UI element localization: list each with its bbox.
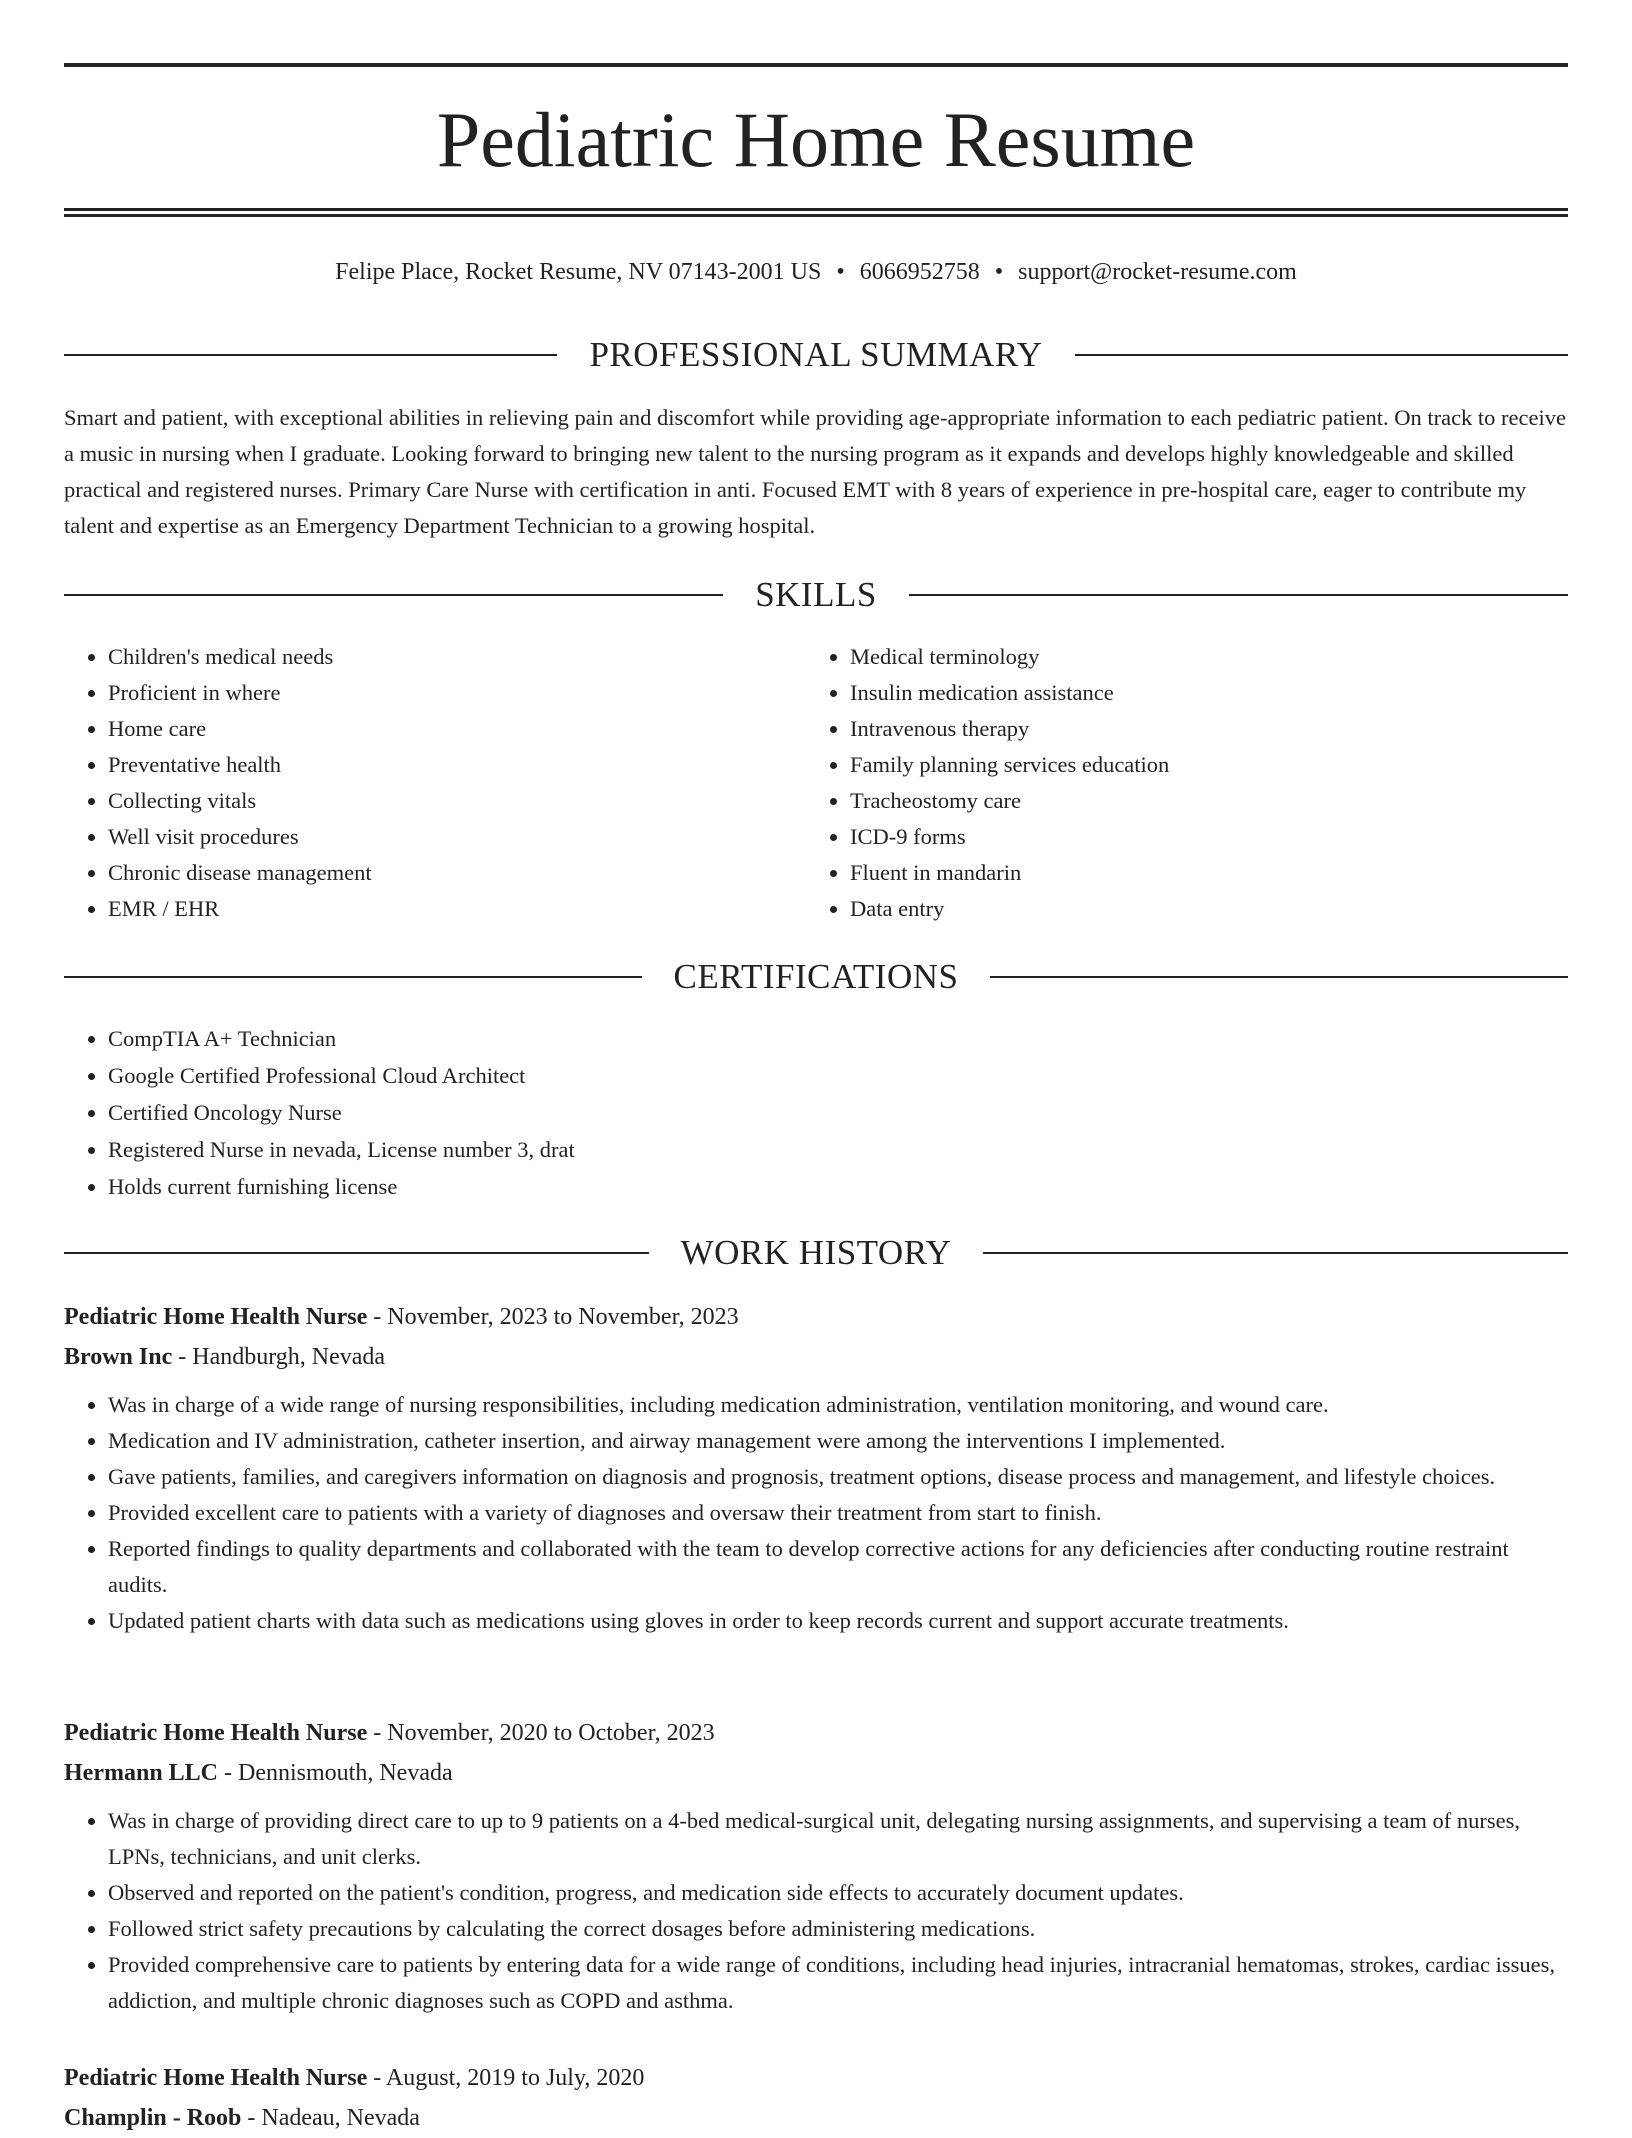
heading-rule-right — [983, 1252, 1568, 1254]
resume-name: Pediatric Home Resume — [436, 96, 1196, 183]
job-title: Pediatric Home Health Nurse — [64, 1304, 368, 1330]
skills-column-right — [806, 639, 1548, 927]
job-bullet: • Followed strict safety precautions by calculating the correct dosages before administering medications. — [108, 1911, 1568, 1947]
certifications-heading — [64, 955, 1568, 999]
skill-item: • Medical terminology — [850, 639, 1548, 675]
job-company: Champlin - Roob — [64, 2105, 242, 2131]
skill-item: • Intravenous therapy — [850, 711, 1548, 747]
certifications-list — [64, 1021, 1568, 1206]
heading-rule-left — [64, 594, 723, 596]
contact-separator: • — [994, 259, 1004, 285]
job-title: Pediatric Home Health Nurse — [64, 1720, 368, 1746]
skill-item: • Chronic disease management — [108, 855, 806, 891]
job-bullet: • Was in charge of a wide range of nursing responsibilities, including medication administration, ventilation monitoring, and wound care. — [108, 1387, 1568, 1423]
job-bullets — [64, 1803, 1568, 2019]
job-location: - Dennismouth, Nevada — [218, 1760, 453, 1786]
skill-item: • Insulin medication assistance — [850, 675, 1548, 711]
contact-address: Felipe Place, Rocket Resume, NV 07143-2001 US — [335, 259, 822, 285]
skill-item: • Children's medical needs — [108, 639, 806, 675]
skill-item: • Family planning services education — [850, 747, 1548, 783]
certification-item: • CompTIA A+ Technician — [108, 1021, 1568, 1057]
job-bullet: • Provided excellent care to patients with a variety of diagnoses and oversaw their treatment from start to finish. — [108, 1495, 1568, 1531]
job-entry — [64, 1297, 1568, 1639]
job-dates: - November, 2023 to November, 2023 — [367, 1304, 739, 1330]
certification-item: • Holds current furnishing license — [108, 1169, 1568, 1205]
contact-line — [64, 254, 1568, 290]
summary-text: Smart and patient, with exceptional abilities in relieving pain and discomfort while providing age-appropriate information to each pediatric patient. On track to receive a music in nursing when I graduate. Looking forward to bringing new talent to the nursing program as it expands and develops highly knowledgeable and skilled practical and registered nurses. Primary Care Nurse with certification in anti. Focused EMT with 8 years of experience in pre-hospital care, eager to contribute my talent and expertise as an Emergency Department Technician to a growing hospital. — [64, 405, 1566, 538]
job-bullet: • Gave patients, families, and caregivers information on diagnosis and prognosis, treatment options, disease process and management, and lifestyle choices. — [108, 1459, 1568, 1495]
work-history-heading — [64, 1231, 1568, 1275]
job-location: - Handburgh, Nevada — [172, 1344, 386, 1370]
certification-item: • Google Certified Professional Cloud Architect — [108, 1058, 1568, 1094]
contact-separator: • — [836, 259, 845, 285]
job-company-line — [64, 2098, 1568, 2138]
job-title-line — [64, 1297, 1568, 1337]
skill-item: • Home care — [108, 711, 806, 747]
certification-item: • Registered Nurse in nevada, License number 3, drat — [108, 1132, 1568, 1168]
skill-item: • EMR / EHR — [108, 891, 806, 927]
job-dates: - August, 2019 to July, 2020 — [367, 2065, 645, 2091]
skill-item: • Tracheostomy care — [850, 783, 1548, 819]
certification-item: • Certified Oncology Nurse — [108, 1095, 1568, 1131]
job-bullet: • Reported findings to quality departments and collaborated with the team to develop corrective actions for any deficiencies after conducting routine restraint audits. — [108, 1531, 1568, 1603]
job-title-line — [64, 2058, 1568, 2098]
skill-item: • Fluent in mandarin — [850, 855, 1548, 891]
heading-rule-right — [909, 594, 1568, 596]
job-company-line — [64, 1337, 1568, 1377]
job-entry — [64, 1713, 1568, 2019]
contact-phone: 6066952758 — [859, 259, 980, 285]
job-bullets — [64, 1387, 1568, 1639]
job-bullet: • Updated patient charts with data such as medications using gloves in order to keep records current and support accurate treatments. — [108, 1603, 1568, 1639]
skill-item: • Proficient in where — [108, 675, 806, 711]
heading-rule-left — [64, 1252, 649, 1254]
job-entry — [64, 2058, 1568, 2138]
job-company: Brown Inc — [64, 1344, 173, 1370]
skill-item: • Preventative health — [108, 747, 806, 783]
heading-rule-right — [1075, 354, 1568, 356]
certifications-heading-text: CERTIFICATIONS — [673, 957, 959, 996]
summary-heading — [64, 333, 1568, 377]
job-title-line — [64, 1713, 1568, 1753]
skill-item: • ICD-9 forms — [850, 819, 1548, 855]
skills-heading — [64, 573, 1568, 617]
contact-email[interactable]: support@rocket-resume.com — [1018, 259, 1297, 285]
summary-heading-text: PROFESSIONAL SUMMARY — [589, 335, 1043, 374]
job-company-line — [64, 1753, 1568, 1793]
job-bullet: • Provided comprehensive care to patients by entering data for a wide range of conditions, including head injuries, intracranial hematomas, strokes, cardiac issues, addiction, and multiple chronic diagnoses such as COPD and asthma. — [108, 1947, 1568, 2019]
job-dates: - November, 2020 to October, 2023 — [367, 1720, 715, 1746]
heading-rule-right — [990, 976, 1568, 978]
skills-column-left — [64, 639, 806, 927]
top-rule — [64, 63, 1568, 67]
skill-item: • Data entry — [850, 891, 1548, 927]
heading-rule-left — [64, 354, 557, 356]
heading-rule-left — [64, 976, 642, 978]
job-company: Hermann LLC — [64, 1760, 219, 1786]
job-location: - Nadeau, Nevada — [241, 2105, 420, 2131]
job-bullet: • Medication and IV administration, catheter insertion, and airway management were among the interventions I implemented. — [108, 1423, 1568, 1459]
work-history-heading-text: WORK HISTORY — [680, 1233, 952, 1272]
skills-heading-text: SKILLS — [755, 575, 877, 614]
double-rule — [64, 208, 1568, 217]
skill-item: • Collecting vitals — [108, 783, 806, 819]
job-title: Pediatric Home Health Nurse — [64, 2065, 368, 2091]
skills-list — [64, 639, 1568, 927]
skill-item: • Well visit procedures — [108, 819, 806, 855]
job-bullet: • Observed and reported on the patient's condition, progress, and medication side effects to accurately document updates. — [108, 1875, 1568, 1911]
job-bullet: • Was in charge of providing direct care to up to 9 patients on a 4-bed medical-surgical unit, delegating nursing assignments, and supervising a team of nurses, LPNs, technicians, and unit clerks. — [108, 1803, 1568, 1875]
